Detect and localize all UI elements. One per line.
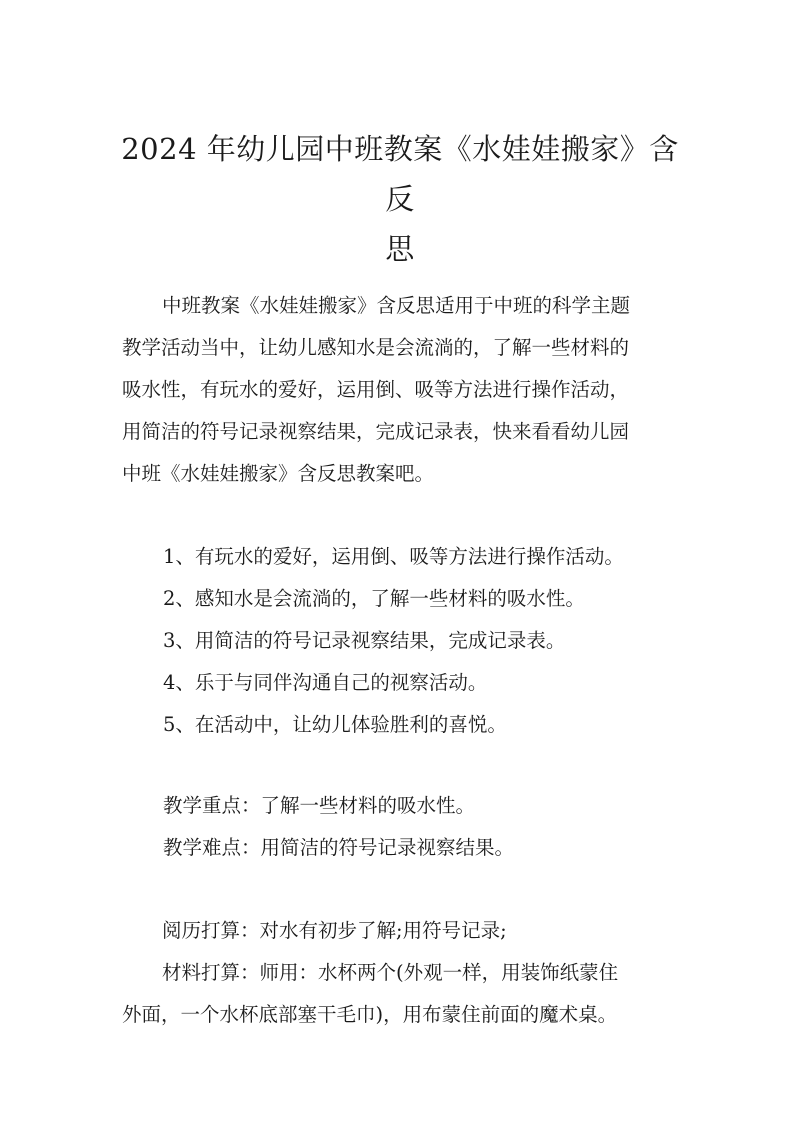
intro-line: 教学活动当中，让幼儿感知水是会流淌的，了解一些材料的 (122, 336, 630, 359)
activity-goals-list (163, 536, 703, 746)
goal-item: 5、在活动中，让幼儿体验胜利的喜悦。 (163, 713, 507, 736)
difficult-point: 教学难点：用简洁的符号记录视察结果。 (163, 836, 515, 859)
intro-line: 中班教案《水娃娃搬家》含反思适用于中班的科学主题 (162, 294, 631, 317)
material-prep-line: 外面，一个水杯底部塞干毛巾)，用布蒙住前面的魔术桌。 (122, 1003, 618, 1026)
experience-prep: 阅历打算：对水有初步了解;用符号记录; (162, 919, 507, 942)
goal-item: 4、乐于与同伴沟通自己的视察活动。 (163, 671, 488, 694)
material-prep-line: 材料打算：师用：水杯两个(外观一样，用装饰纸蒙住 (162, 961, 619, 984)
intro-paragraph (122, 285, 687, 495)
teaching-focus-section (163, 785, 703, 869)
title-line-1: 2024 年幼儿园中班教案《水娃娃搬家》含反 (121, 132, 679, 216)
document-title (110, 124, 690, 274)
goal-item: 1、有玩水的爱好，运用倒、吸等方法进行操作活动。 (163, 545, 624, 568)
key-point: 教学重点：了解一些材料的吸水性。 (163, 794, 476, 817)
goal-item: 2、感知水是会流淌的，了解一些材料的吸水性。 (163, 587, 585, 610)
goal-item: 3、用简洁的符号记录视察结果，完成记录表。 (163, 629, 566, 652)
intro-line: 中班《水娃娃搬家》含反思教案吧。 (122, 462, 435, 485)
title-line-2: 思 (385, 232, 415, 266)
intro-line: 吸水性，有玩水的爱好，运用倒、吸等方法进行操作活动， (122, 378, 630, 401)
intro-line: 用简洁的符号记录视察结果，完成记录表，快来看看幼儿园 (122, 420, 630, 443)
preparation-section (122, 910, 692, 1036)
